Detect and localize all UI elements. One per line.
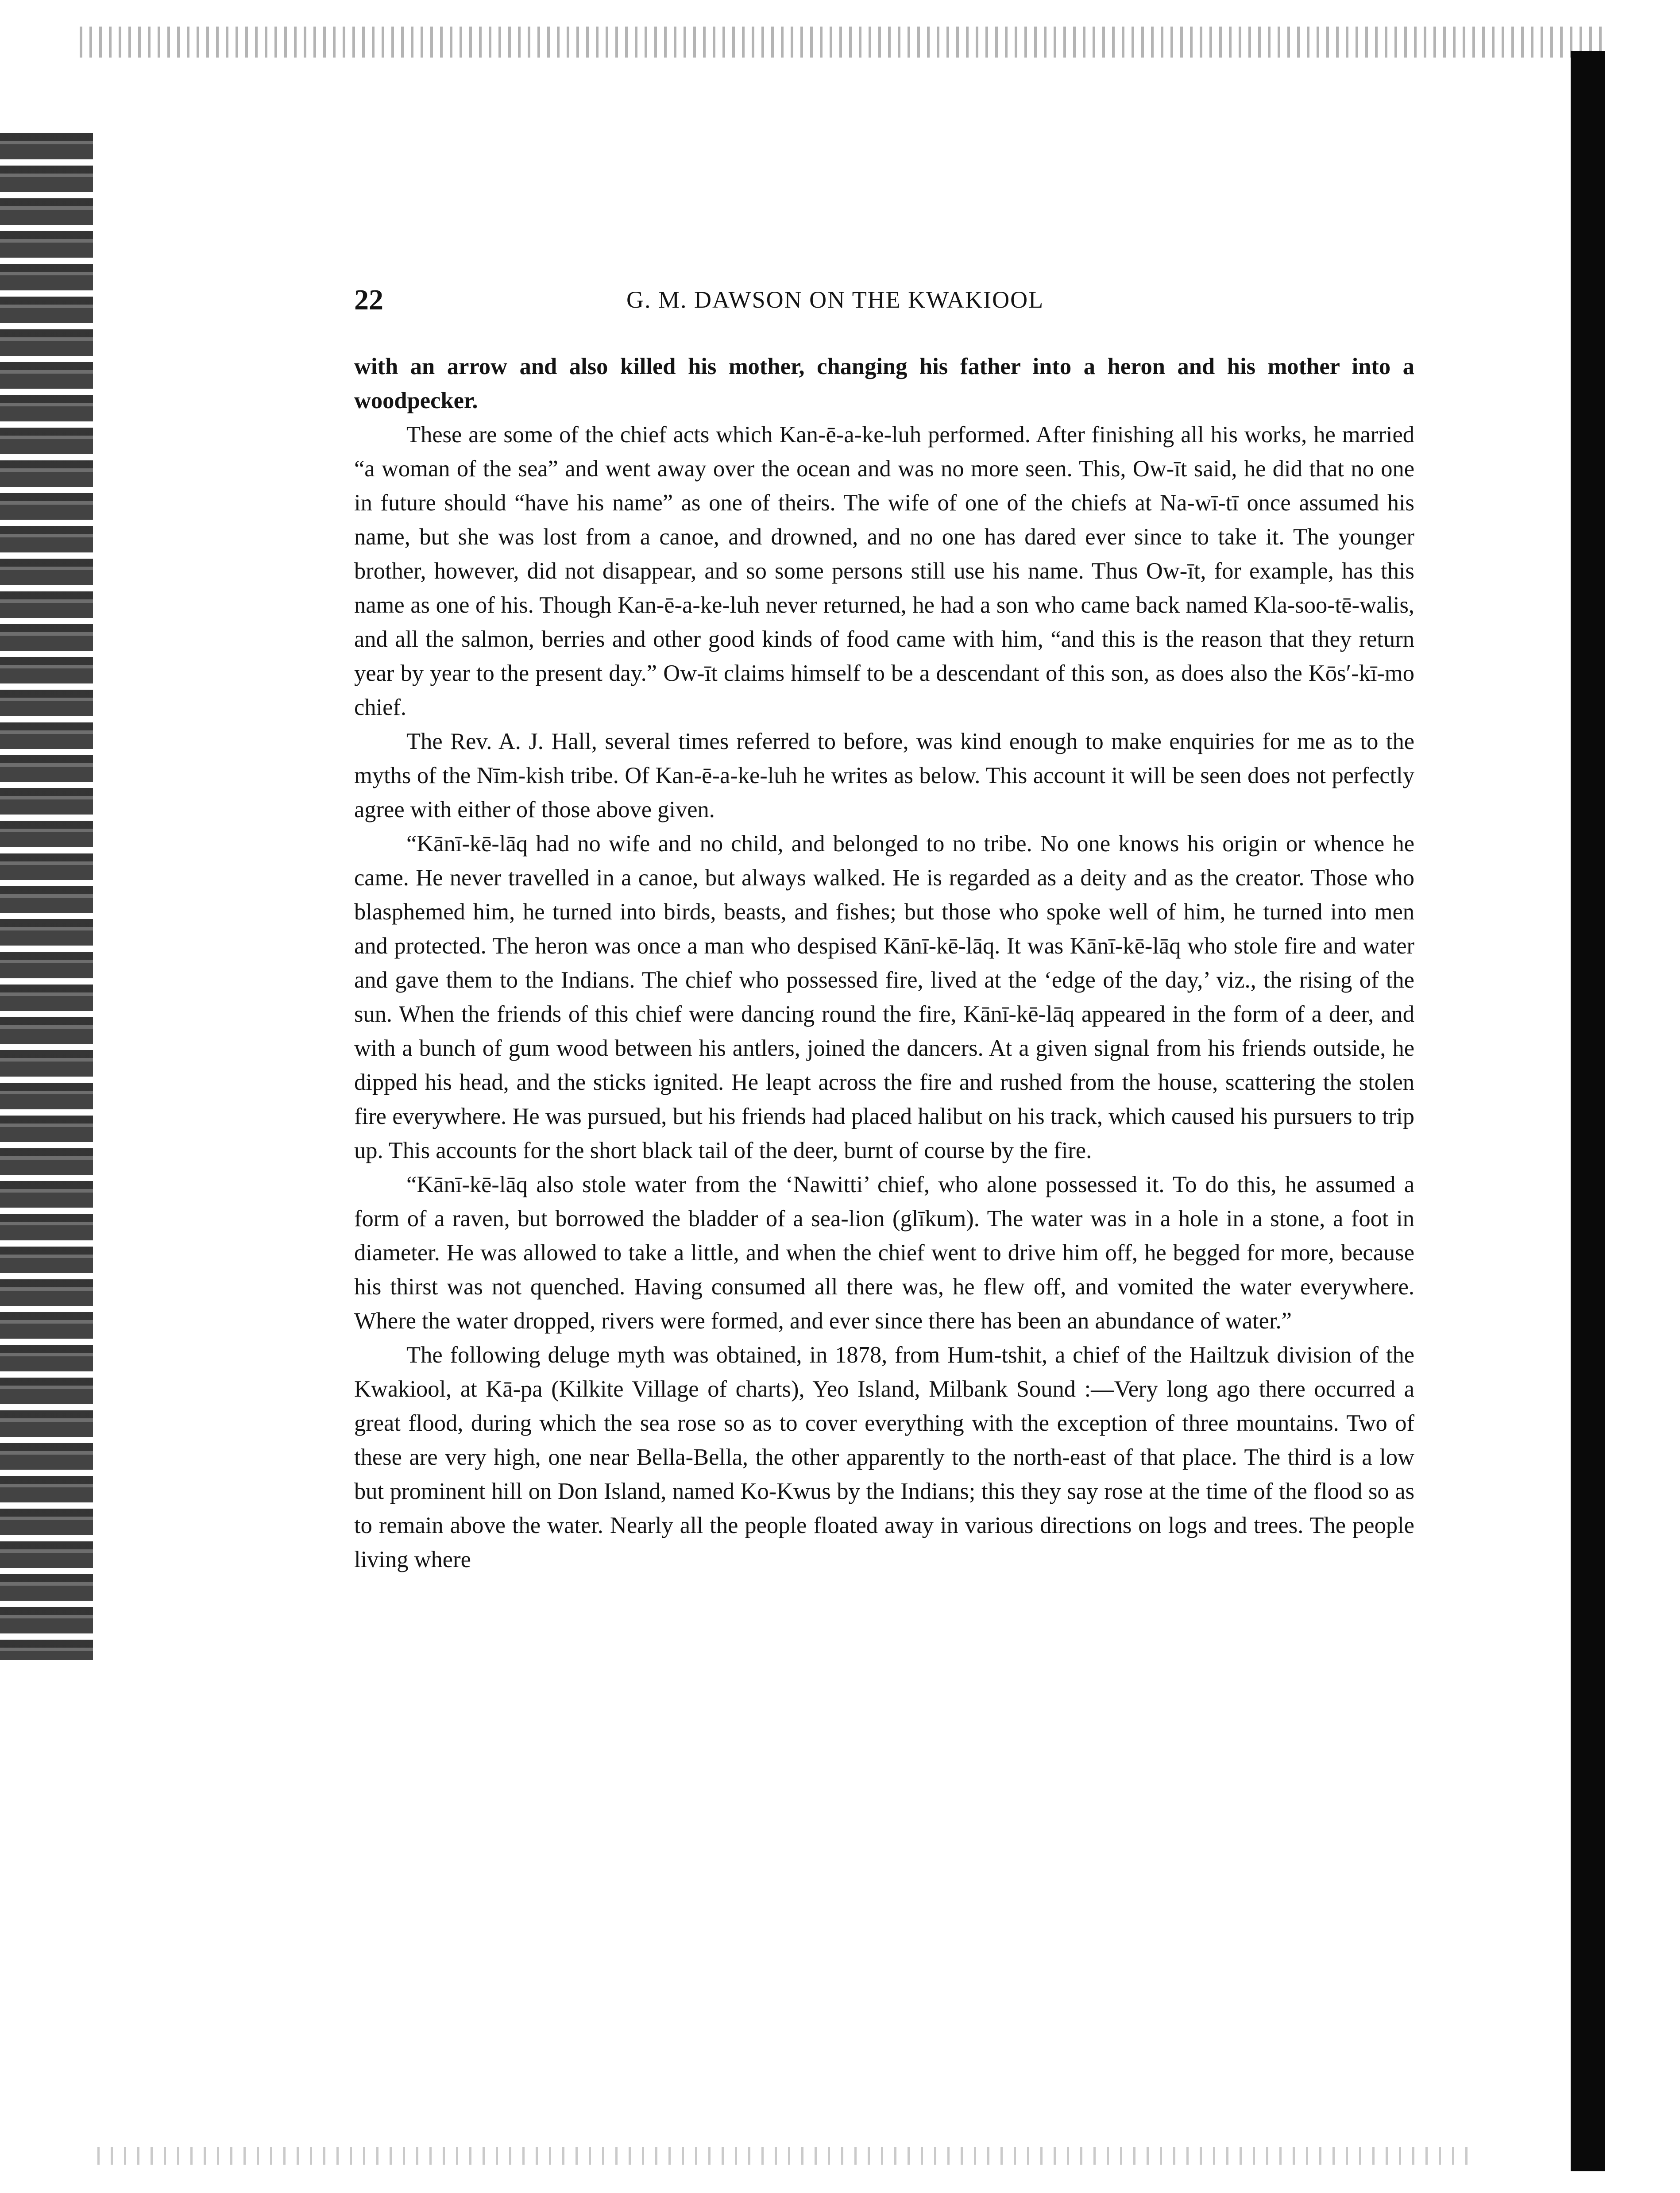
scan-edge-bottom: [97, 2147, 1470, 2165]
running-head: G. M. DAWSON ON THE KWAKIOOL: [626, 286, 1044, 313]
scan-edge-top: [80, 27, 1607, 58]
scan-binding-edge: [0, 133, 93, 1660]
paragraph: with an arrow and also killed his mother, changing his father into a heron and his mother into a woodpecker.: [354, 354, 1414, 413]
paragraph: “Kānī-kē-lāq had no wife and no child, and belonged to no tribe. No one knows his origin or whence he came. He never travelled in a canoe, but always walked. He is regarded as a deity and as the creator. Those who blasphemed him, he turned into birds, beasts, and fishes; but those who spoke well of him, he turned into men and protected. The heron was once a man who despised Kānī-kē-lāq. It was Kānī-kē-lāq who stole fire and water and gave them to the Indians. The chief who possessed fire, lived at the ‘edge of the day,’ viz., the rising of the sun. When the friends of this chief were dancing round the fire, Kānī-kē-lāq appeared in the form of a deer, and with a bunch of gum wood between his antlers, joined the dancers. At a given signal from his friends outside, he dipped his head, and the sticks ignited. He leapt across the fire and rushed from the house, scattering the stolen fire everywhere. He was pursued, but his friends had placed halibut on his track, which caused his pursuers to trip up. This accounts for the short black tail of the deer, burnt of course by the fire.: [354, 831, 1414, 1163]
body-text: [354, 350, 1414, 1577]
page-header: [354, 283, 1417, 328]
paragraph: The Rev. A. J. Hall, several times referred to before, was kind enough to make enquiries for me as to the myths of the Nīm-kish tribe. Of Kan-ē-a-ke-luh he writes as below. This account it will be seen does not perfectly agree with either of those above given.: [354, 729, 1414, 822]
paragraph: These are some of the chief acts which Kan-ē-a-ke-luh performed. After finishing all his works, he married “a woman of the sea” and went away over the ocean and was no more seen. This, Ow-īt said, he did that no one in future should “have his name” as one of theirs. The wife of one of the chiefs at Na-wī-tī once assumed his name, but she was lost from a canoe, and drowned, and no one has dared ever since to take it. The younger brother, however, did not disappear, and so some persons still use his name. Thus Ow-īt, for example, has this name as one of his. Though Kan-ē-a-ke-luh never returned, he had a son who came back named Kla-soo-tē-walis, and all the salmon, berries and other good kinds of food came with him, “and this is the reason that they return year by year to the present day.” Ow-īt claims himself to be a descendant of this son, as does also the Kōs′-kī-mo chief.: [354, 422, 1414, 720]
paragraph: The following deluge myth was obtained, in 1878, from Hum-tshit, a chief of the Hailtzuk division of the Kwakiool, at Kā-pa (Kilkite Village of charts), Yeo Island, Milbank Sound :—Very long ago there occurred a great flood, during which the sea rose so as to cover everything with the exception of three mountains. Two of these are very high, one near Bella-Bella, the other apparently to the north-east of that place. The third is a low but prominent hill on Don Island, named Ko-Kwus by the Indians; this they say rose at the time of the flood so as to remain above the water. Nearly all the people floated away in various directions on logs and trees. The people living where: [354, 1342, 1414, 1572]
page-number: 22: [354, 284, 383, 316]
paragraph: “Kānī-kē-lāq also stole water from the ‘Nawitti’ chief, who alone possessed it. To do this, he assumed a form of a raven, but borrowed the bladder of a sea-lion (glīkum). The water was in a hole in a stone, a foot in diameter. He was allowed to take a little, and when the chief went to drive him off, he begged for more, because his thirst was not quenched. Having consumed all there was, he flew off, and vomited the water everywhere. Where the water dropped, rivers were formed, and ever since there has been an abundance of water.”: [354, 1172, 1414, 1334]
scan-right-border: [1571, 51, 1605, 2171]
